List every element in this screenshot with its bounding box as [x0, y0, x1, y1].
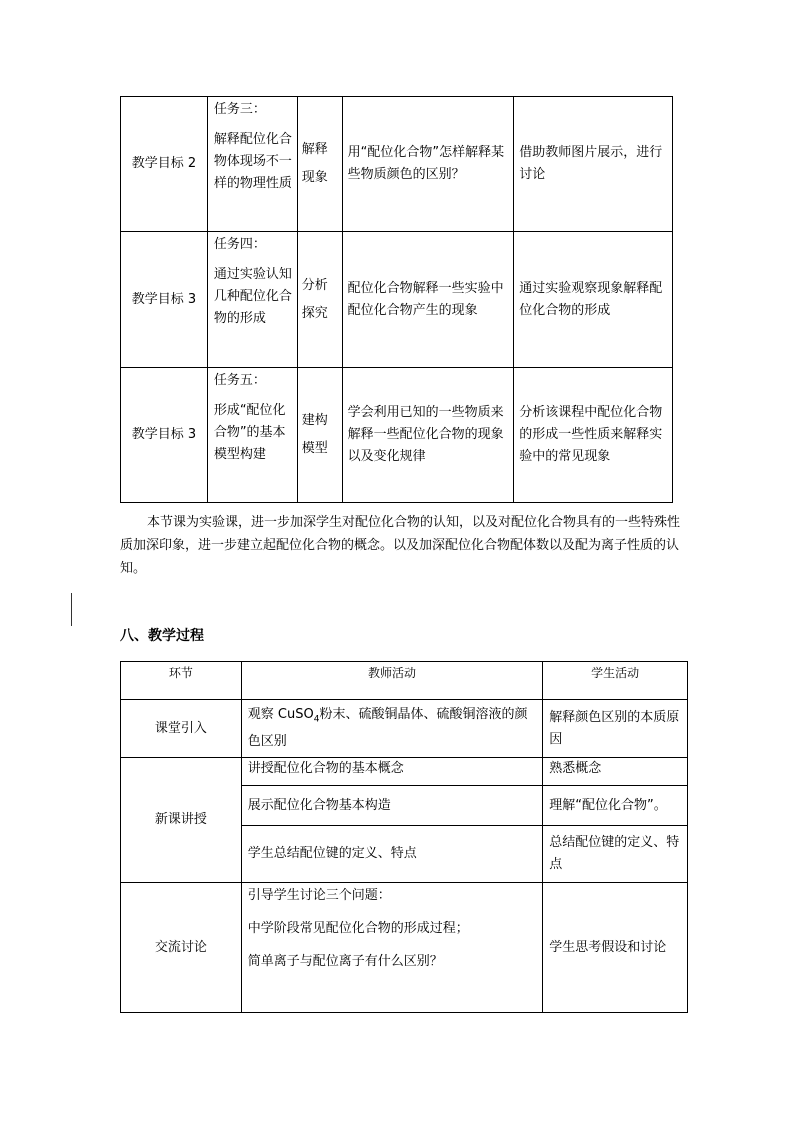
student-content-cell: 分析该课程中配位化合物的形成一些性质来解释实验中的常见现象 [514, 368, 673, 503]
task-description: 解释配位化合物体现场不一样的物理性质 [213, 132, 292, 191]
discussion-line: 引导学生讨论三个问题： [247, 888, 391, 903]
student-activity-cell: 熟悉概念 [543, 758, 688, 786]
teacher-activity-text: 观察 CuSO [247, 707, 314, 723]
table-row [121, 97, 673, 232]
teaching-process-table [120, 661, 688, 1013]
discussion-line: 中学阶段常见配位化合物的形成过程； [247, 921, 469, 936]
teacher-activity-cell: 讲授配位化合物的基本概念 [241, 758, 542, 786]
teacher-content-cell: 用“配位化合物”怎样解释某些物质颜色的区别？ [342, 97, 514, 232]
student-activity-cell: 理解“配位化合物”。 [543, 786, 688, 826]
method-cell: 解释现象 [297, 97, 342, 232]
teacher-activity-cell [241, 883, 542, 1013]
column-header-stage: 环节 [121, 662, 242, 700]
student-content-cell: 通过实验观察现象解释配位化合物的形成 [514, 232, 673, 368]
table-row [121, 883, 688, 1013]
task-description: 通过实验认知几种配位化合物的形成 [213, 267, 292, 326]
table-row [121, 232, 673, 368]
goal-cell: 教学目标 3 [121, 368, 208, 503]
discussion-line: 简单离子与配位离子有什么区别？ [247, 954, 443, 969]
table-row [121, 700, 688, 758]
teacher-content-cell: 配位化合物解释一些实验中配位化合物产生的现象 [342, 232, 514, 368]
header-row [121, 662, 688, 700]
column-header-teacher: 教师活动 [241, 662, 542, 700]
teaching-goals-table [120, 96, 673, 503]
teacher-content-cell: 学会利用已知的一些物质来解释一些配位化合物的现象以及变化规律 [342, 368, 514, 503]
subscript: 4 [313, 714, 320, 725]
goal-cell: 教学目标 3 [121, 232, 208, 368]
task-description: 形成“配位化合物”的基本模型构建 [213, 403, 286, 462]
table-row [121, 758, 688, 786]
table-row [121, 368, 673, 503]
stage-cell: 课堂引入 [121, 700, 242, 758]
student-content-cell: 借助教师图片展示，进行讨论 [514, 97, 673, 232]
summary-paragraph: 本节课为实验课，进一步加深学生对配位化合物的认知，以及对配位化合物具有的一些特殊性质加深印象，进一步建立起配位化合物的概念。以及加深配位化合物配体数以及配为离子性质的认知。 [120, 515, 681, 576]
teacher-activity-cell [241, 700, 542, 758]
section-title: 八、教学过程 [120, 628, 204, 644]
task-cell [207, 97, 297, 232]
student-activity-cell: 总结配位键的定义、特点 [543, 826, 688, 883]
text-cursor [71, 593, 72, 626]
task-title: 任务四： [213, 237, 266, 252]
teacher-activity-text: 粉末、硫酸铜晶体、硫酸铜溶液的颜色区别 [247, 707, 528, 749]
task-title: 任务五： [213, 373, 266, 388]
goal-cell: 教学目标 2 [121, 97, 208, 232]
teacher-activity-cell: 展示配位化合物基本构造 [241, 786, 542, 826]
task-cell [207, 368, 297, 503]
teacher-activity-cell: 学生总结配位键的定义、特点 [241, 826, 542, 883]
column-header-student: 学生活动 [543, 662, 688, 700]
task-cell [207, 232, 297, 368]
stage-cell: 新课讲授 [121, 758, 242, 883]
method-cell: 建构模型 [297, 368, 342, 503]
student-activity-cell: 解释颜色区别的本质原因 [543, 700, 688, 758]
method-cell: 分析探究 [297, 232, 342, 368]
student-activity-cell: 学生思考假设和讨论 [543, 883, 688, 1013]
stage-cell: 交流讨论 [121, 883, 242, 1013]
task-title: 任务三： [213, 102, 266, 117]
